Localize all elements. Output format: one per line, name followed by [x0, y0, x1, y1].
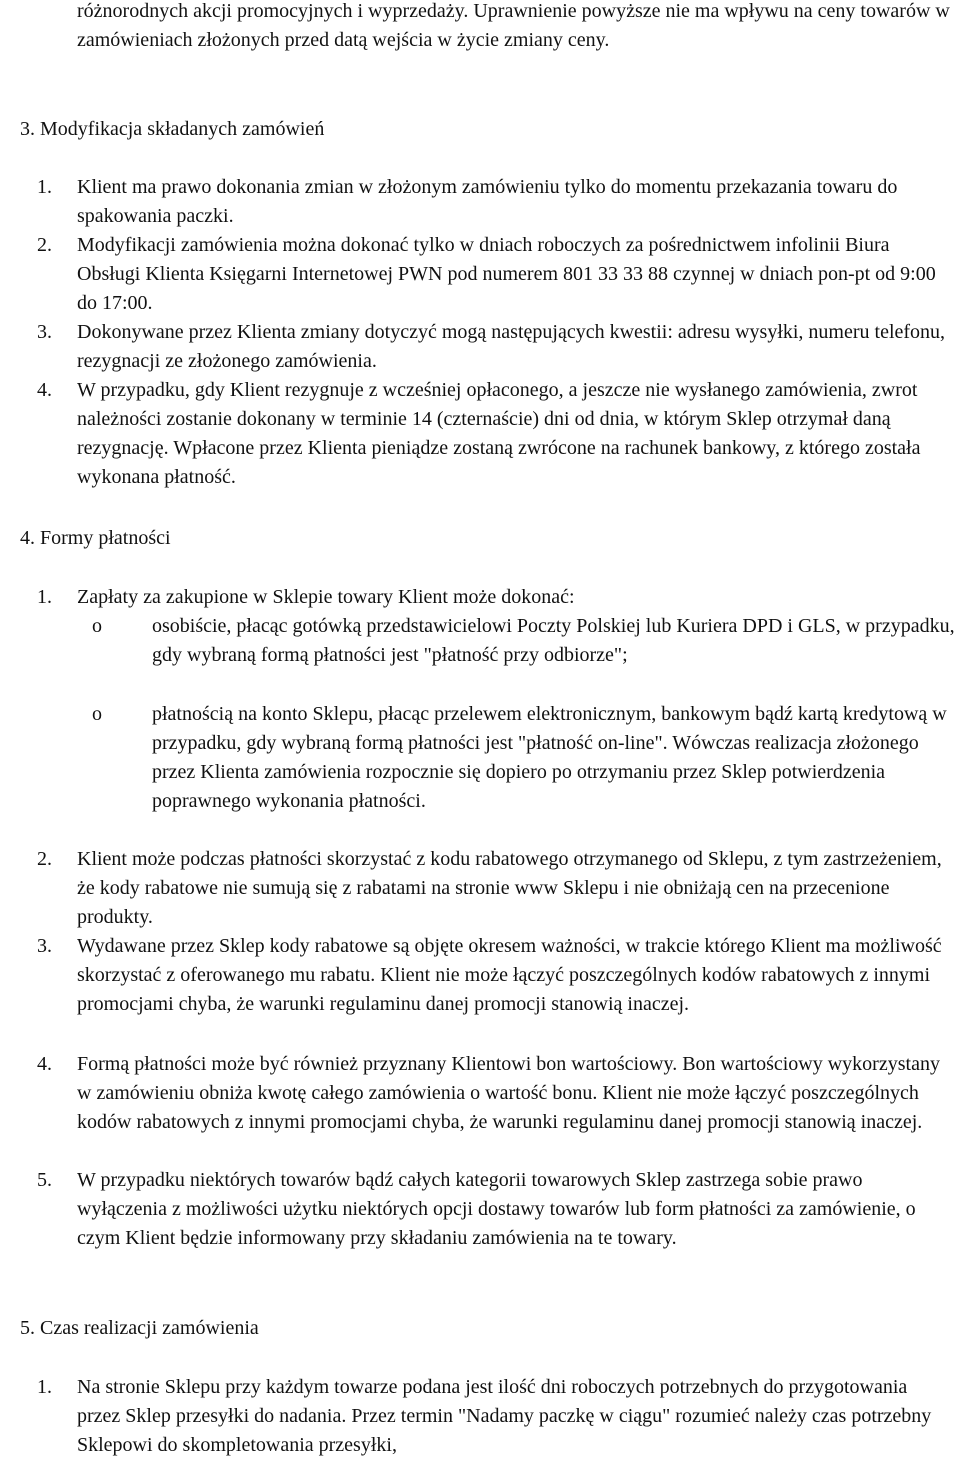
s4-bullet-2-text: płatnością na konto Sklepu, płacąc przelewem elektronicznym, bankowym bądź kartą kredytową w przypadku, gdy wybraną formą płatności jest "płatność on-line". Wówczas realizacja złożonego przez Klienta zamówienia rozpocznie się dopiero po otrzymaniu przez Sklep potwierdzenia poprawnego wykonania płatności. — [152, 703, 947, 812]
s4-item-5-number: 5. — [37, 1169, 52, 1191]
s4-item-4-text: Formą płatności może być również przyznany Klientowi bon wartościowy. Bon wartościowy wykorzystany w zamówieniu obniża kwotę całego zamówienia o wartość bonu. Klient nie może łączyć poszczególnych kodów rabatowych z innymi promocjami chyba, że warunki regulaminu danej promocji stanowią inaczej. — [77, 1053, 940, 1133]
s4-item-3-number: 3. — [37, 935, 52, 957]
s4-item-5-text: W przypadku niektórych towarów bądź całych kategorii towarowych Sklep zastrzega sobie prawo wyłączenia z możliwości użytku niektórych opcji dostawy towarów lub form płatności za zamówienie, o czym Klient będzie informowany przy składaniu zamówienia na te towary. — [77, 1169, 916, 1249]
s4-item-2-text: Klient może podczas płatności skorzystać z kodu rabatowego otrzymanego od Sklepu, z tym zastrzeżeniem, że kody rabatowe nie sumują się z rabatami na stronie www Sklepu i nie obniżają cen na przecenione produkty. — [77, 848, 942, 928]
bullet-marker: o — [92, 615, 102, 637]
s3-item-4-number: 4. — [37, 379, 52, 401]
bullet-marker: o — [92, 703, 102, 725]
s4-item-1-number: 1. — [37, 586, 52, 608]
s3-item-2-number: 2. — [37, 234, 52, 256]
intro-paragraph: różnorodnych akcji promocyjnych i wyprzedaży. Uprawnienie powyższe nie ma wpływu na ceny towarów w zamówieniach złożonych przed datą wejścia w życie zmiany ceny. — [77, 0, 950, 51]
s3-item-1-text: Klient ma prawo dokonania zmian w złożonym zamówieniu tylko do momentu przekazania towaru do spakowania paczki. — [77, 176, 898, 227]
s3-item-1-number: 1. — [37, 176, 52, 198]
s3-item-2-text: Modyfikacji zamówienia można dokonać tylko w dniach roboczych za pośrednictwem infolinii Biura Obsługi Klienta Księgarni Internetowej PWN pod numerem 801 33 33 88 czynnej w dniach pon-pt od 9:00 do 17:00. — [77, 234, 936, 314]
s4-item-4-number: 4. — [37, 1053, 52, 1075]
s5-item-1-number: 1. — [37, 1376, 52, 1398]
s4-item-2-number: 2. — [37, 848, 52, 870]
s5-item-1-text: Na stronie Sklepu przy każdym towarze podana jest ilość dni roboczych potrzebnych do przygotowania przez Sklep przesyłki do nadania. Przez termin "Nadamy paczkę w ciągu" rozumieć należy czas potrzebny Sklepowi do skompletowania przesyłki, — [77, 1376, 932, 1456]
s3-item-3-text: Dokonywane przez Klienta zmiany dotyczyć mogą następujących kwestii: adresu wysyłki, numeru telefonu, rezygnacji ze złożonego zamówienia. — [77, 321, 946, 372]
s3-item-4-text: W przypadku, gdy Klient rezygnuje z wcześniej opłaconego, a jeszcze nie wysłanego zamówienia, zwrot należności zostanie dokonany w terminie 14 (czternaście) dni od dnia, w którym Sklep otrzymał daną rezygnację. Wpłacone przez Klienta pieniądze zostaną zwrócone na rachunek bankowy, z którego została wykonana płatność. — [77, 379, 921, 488]
section-3-heading: 3. Modyfikacja składanych zamówień — [20, 118, 325, 140]
s3-item-3-number: 3. — [37, 321, 52, 343]
section-4-heading: 4. Formy płatności — [20, 527, 171, 549]
s4-item-3-text: Wydawane przez Sklep kody rabatowe są objęte okresem ważności, w trakcie którego Klient ma możliwość skorzystać z oferowanego mu rabatu. Klient nie może łączyć poszczególnych kodów rabatowych z innymi promocjami chyba, że warunki regulaminu danej promocji stanowią inaczej. — [77, 935, 942, 1015]
s4-item-1-text: Zapłaty za zakupione w Sklepie towary Klient może dokonać: — [77, 586, 575, 608]
s4-bullet-1-text: osobiście, płacąc gotówką przedstawicielowi Poczty Polskiej lub Kuriera DPD i GLS, w przypadku, gdy wybraną formą płatności jest "płatność przy odbiorze"; — [152, 615, 955, 666]
section-5-heading: 5. Czas realizacji zamówienia — [20, 1317, 259, 1339]
